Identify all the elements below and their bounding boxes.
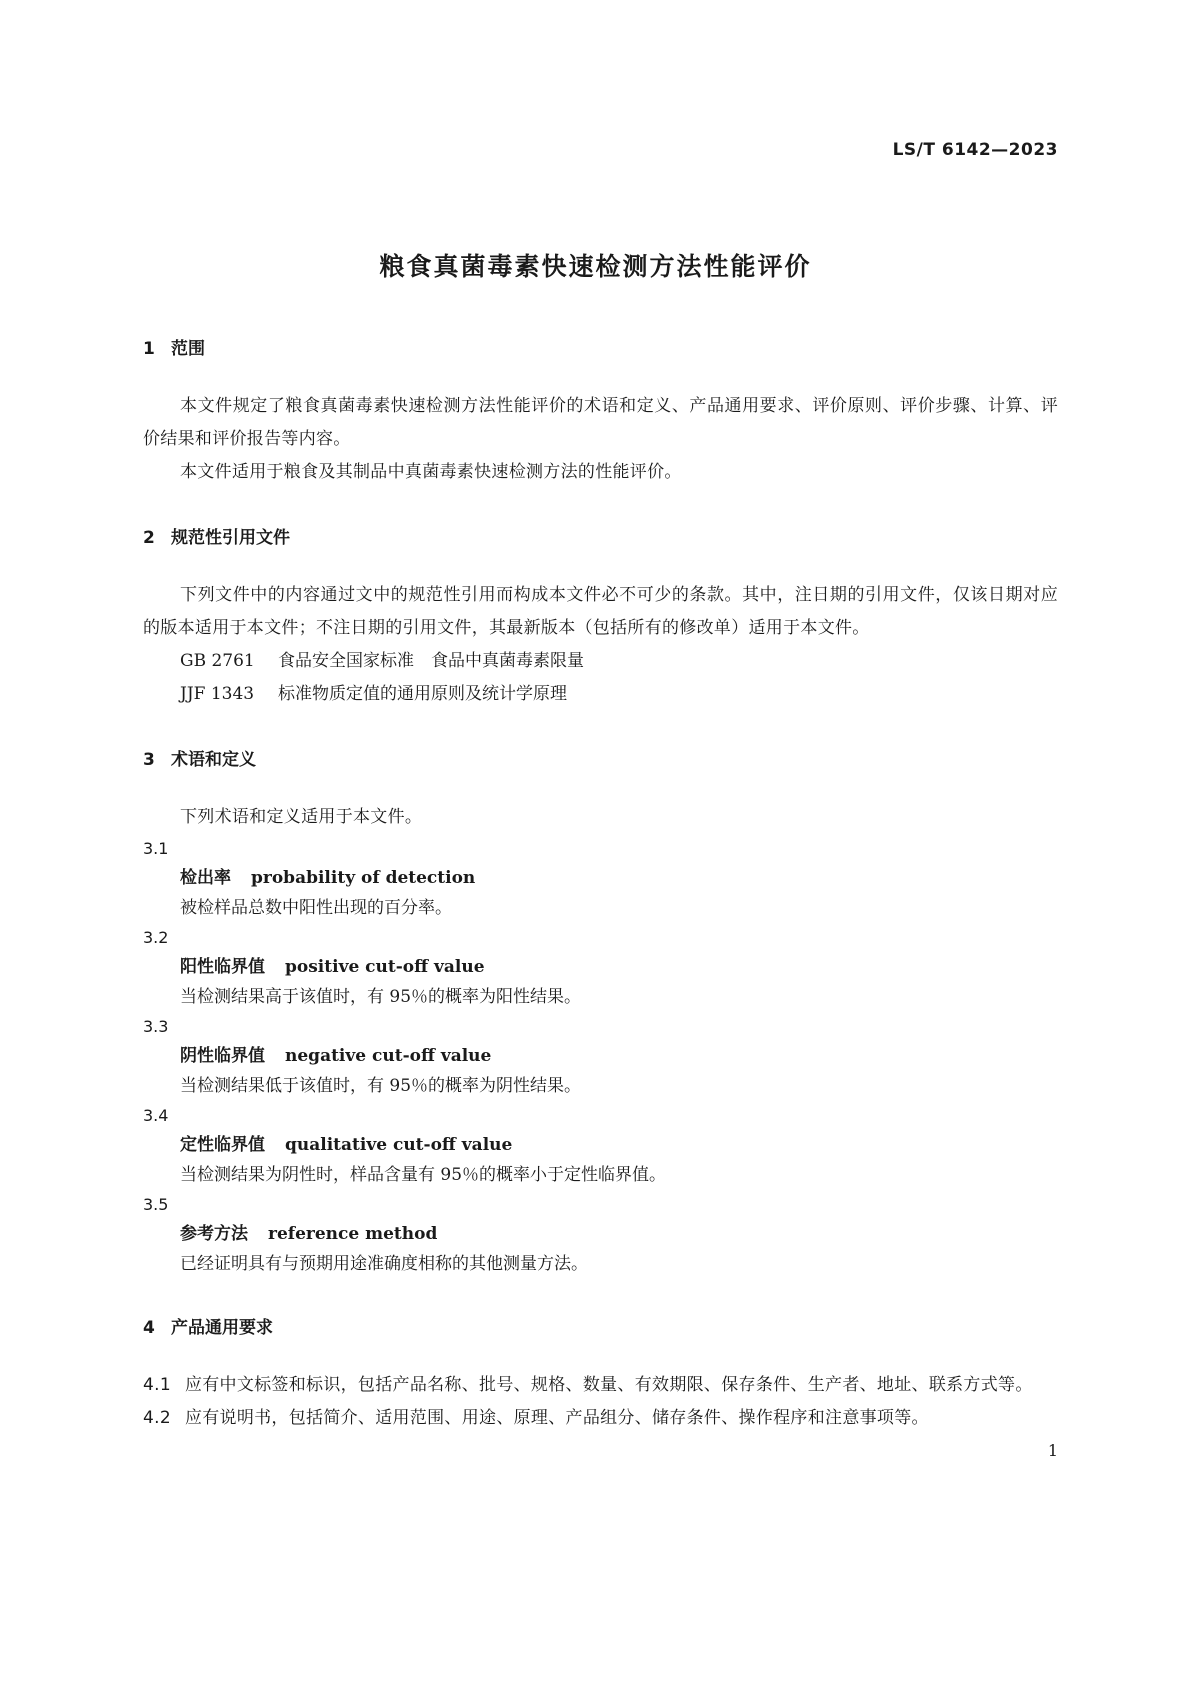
- term-entry: [143, 1101, 1058, 1190]
- reference-title: 食品安全国家标准 食品中真菌毒素限量: [278, 651, 584, 671]
- term-name: [143, 1041, 1058, 1071]
- term-name-zh: 定性临界值: [180, 1135, 265, 1155]
- term-number: 3.1: [143, 839, 169, 858]
- section-number: 3: [143, 750, 155, 770]
- reference-code: GB 2761: [180, 651, 255, 671]
- clause-number: 4.1: [143, 1375, 171, 1395]
- term-name: [143, 863, 1058, 893]
- clause-text: 应有说明书，包括简介、适用范围、用途、原理、产品组分、储存条件、操作程序和注意事项等。: [184, 1408, 929, 1428]
- standard-code: LS/T 6142—2023: [892, 140, 1058, 160]
- section-number: 1: [143, 339, 155, 359]
- terms-intro: 下列术语和定义适用于本文件。: [180, 807, 423, 827]
- clause-text: 应有中文标签和标识，包括产品名称、批号、规格、数量、有效期限、保存条件、生产者、地址、联系方式等。: [184, 1375, 1033, 1395]
- term-number: 3.2: [143, 928, 169, 947]
- reference-title: 标准物质定值的通用原则及统计学原理: [278, 684, 567, 704]
- term-definition: 当检测结果低于该值时，有 95％的概率为阴性结果。: [180, 1076, 582, 1096]
- section-heading-normative-references: [143, 527, 1058, 549]
- clause-item: [143, 1369, 1058, 1402]
- term-entry: [143, 1012, 1058, 1101]
- term-number: 3.5: [143, 1195, 169, 1214]
- term-name: [143, 952, 1058, 982]
- references-intro: 下列文件中的内容通过文中的规范性引用而构成本文件必不可少的条款。其中，注日期的引用文件，仅该日期对应的版本适用于本文件；不注日期的引用文件，其最新版本（包括所有的修改单）适用于本文件。: [143, 585, 1058, 638]
- term-number: 3.4: [143, 1106, 169, 1125]
- scope-paragraph: 本文件适用于粮食及其制品中真菌毒素快速检测方法的性能评价。: [180, 462, 682, 482]
- section-title: 范围: [171, 339, 205, 359]
- term-definition: 被检样品总数中阳性出现的百分率。: [180, 898, 452, 918]
- scope-paragraph: 本文件规定了粮食真菌毒素快速检测方法性能评价的术语和定义、产品通用要求、评价原则、评价步骤、计算、评价结果和评价报告等内容。: [143, 396, 1058, 449]
- clause-item: [143, 1402, 1058, 1435]
- section-title: 术语和定义: [171, 750, 256, 770]
- page-number: 1: [1047, 1441, 1058, 1460]
- section-heading-general-requirements: [143, 1317, 1058, 1339]
- section-heading-terms: [143, 749, 1058, 771]
- reference-code: JJF 1343: [180, 684, 255, 704]
- term-name-zh: 阳性临界值: [180, 957, 265, 977]
- term-name-en: negative cut-off value: [285, 1046, 492, 1066]
- section-number: 4: [143, 1318, 155, 1338]
- document-title: 粮食真菌毒素快速检测方法性能评价: [379, 252, 812, 281]
- term-definition: 当检测结果为阴性时，样品含量有 95％的概率小于定性临界值。: [180, 1165, 667, 1185]
- term-name-zh: 检出率: [180, 868, 231, 888]
- reference-item: [143, 678, 1058, 711]
- term-definition: 已经证明具有与预期用途准确度相称的其他测量方法。: [180, 1254, 588, 1274]
- term-name: [143, 1130, 1058, 1160]
- term-entry: [143, 834, 1058, 923]
- section-heading-scope: [143, 338, 1058, 360]
- term-name: [143, 1219, 1058, 1249]
- term-name-en: qualitative cut-off value: [285, 1135, 513, 1155]
- term-name-en: reference method: [268, 1224, 438, 1244]
- term-name-zh: 参考方法: [180, 1224, 248, 1244]
- clause-number: 4.2: [143, 1408, 171, 1428]
- section-number: 2: [143, 528, 155, 548]
- section-title: 规范性引用文件: [171, 528, 290, 548]
- term-definition: 当检测结果高于该值时，有 95％的概率为阳性结果。: [180, 987, 582, 1007]
- term-name-en: probability of detection: [251, 868, 476, 888]
- document-body: [143, 338, 1058, 1435]
- term-name-en: positive cut-off value: [285, 957, 485, 977]
- term-entry: [143, 923, 1058, 1012]
- reference-item: [143, 645, 1058, 678]
- section-title: 产品通用要求: [171, 1318, 273, 1338]
- term-number: 3.3: [143, 1017, 169, 1036]
- term-entry: [143, 1190, 1058, 1279]
- term-name-zh: 阴性临界值: [180, 1046, 265, 1066]
